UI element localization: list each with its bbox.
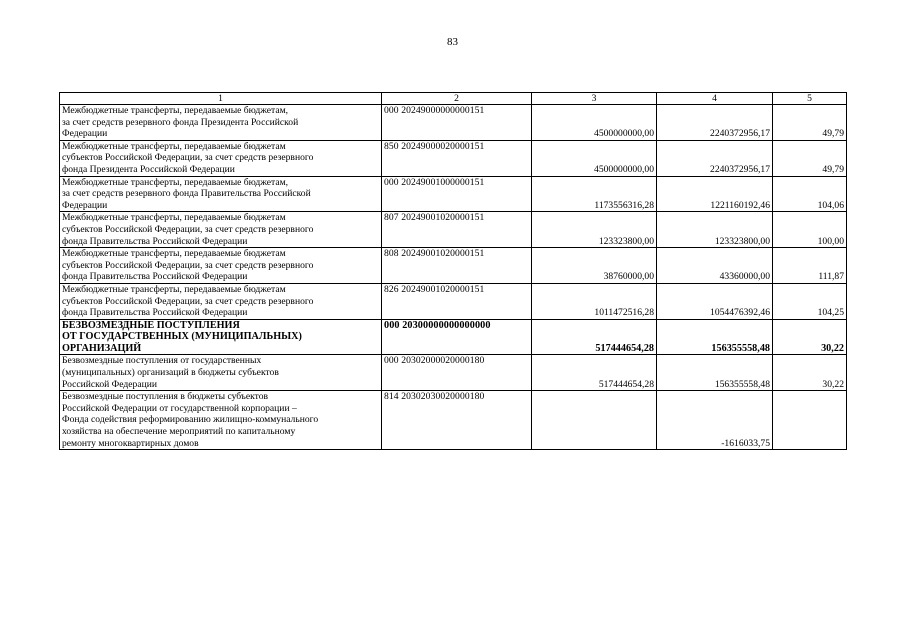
row-percent-cell: 104,25 xyxy=(773,283,847,319)
row-plan-cell xyxy=(532,391,657,450)
page-number: 83 xyxy=(447,36,458,48)
row-name-cell: Межбюджетные трансферты, передаваемые бюджетам, за счет средств резервного фонда Президента Российской Федерации xyxy=(60,105,382,141)
table-row xyxy=(60,212,847,248)
row-percent-cell: 100,00 xyxy=(773,212,847,248)
table-row xyxy=(60,248,847,284)
row-fact-cell: -1616033,75 xyxy=(657,391,773,450)
row-plan-cell: 4500000000,00 xyxy=(532,140,657,176)
row-name-cell: Безвозмездные поступления в бюджеты субъектов Российской Федерации от государственной корпорации – Фонда содействия реформированию жилищно-коммунального хозяйства на обеспечение мероприятий по капитальному ремонту многоквартирных домов xyxy=(60,391,382,450)
row-fact-cell: 1221160192,46 xyxy=(657,176,773,212)
row-plan-cell: 517444654,28 xyxy=(532,355,657,391)
row-name-cell: Безвозмездные поступления от государственных (муниципальных) организаций в бюджеты субъектов Российской Федерации xyxy=(60,355,382,391)
row-fact-cell: 1054476392,46 xyxy=(657,283,773,319)
row-code-cell: 000 20249000000000151 xyxy=(382,105,532,141)
table-row xyxy=(60,355,847,391)
budget-table xyxy=(59,92,847,450)
row-fact-cell: 2240372956,17 xyxy=(657,140,773,176)
row-code-cell: 000 20300000000000000 xyxy=(382,319,532,355)
row-percent-cell: 104,06 xyxy=(773,176,847,212)
row-plan-cell: 38760000,00 xyxy=(532,248,657,284)
row-code-cell: 850 20249000020000151 xyxy=(382,140,532,176)
column-header: 5 xyxy=(773,93,847,105)
row-percent-cell xyxy=(773,391,847,450)
row-percent-cell: 30,22 xyxy=(773,355,847,391)
row-fact-cell: 43360000,00 xyxy=(657,248,773,284)
column-header: 4 xyxy=(657,93,773,105)
table-row xyxy=(60,176,847,212)
row-plan-cell: 517444654,28 xyxy=(532,319,657,355)
row-fact-cell: 2240372956,17 xyxy=(657,105,773,141)
column-header: 1 xyxy=(60,93,382,105)
row-plan-cell: 1011472516,28 xyxy=(532,283,657,319)
table-row xyxy=(60,105,847,141)
row-plan-cell: 1173556316,28 xyxy=(532,176,657,212)
row-fact-cell: 156355558,48 xyxy=(657,355,773,391)
row-code-cell: 814 20302030020000180 xyxy=(382,391,532,450)
row-name-cell: БЕЗВОЗМЕЗДНЫЕ ПОСТУПЛЕНИЯ ОТ ГОСУДАРСТВЕННЫХ (МУНИЦИПАЛЬНЫХ) ОРГАНИЗАЦИЙ xyxy=(60,319,382,355)
row-percent-cell: 111,87 xyxy=(773,248,847,284)
row-code-cell: 826 20249001020000151 xyxy=(382,283,532,319)
row-code-cell: 000 20249001000000151 xyxy=(382,176,532,212)
column-header: 3 xyxy=(532,93,657,105)
row-name-cell: Межбюджетные трансферты, передаваемые бюджетам, за счет средств резервного фонда Правительства Российской Федерации xyxy=(60,176,382,212)
row-name-cell: Межбюджетные трансферты, передаваемые бюджетам субъектов Российской Федерации, за счет средств резервного фонда Президента Российской Федерации xyxy=(60,140,382,176)
row-code-cell: 807 20249001020000151 xyxy=(382,212,532,248)
row-plan-cell: 4500000000,00 xyxy=(532,105,657,141)
table-row xyxy=(60,319,847,355)
column-header: 2 xyxy=(382,93,532,105)
row-percent-cell: 49,79 xyxy=(773,140,847,176)
row-plan-cell: 123323800,00 xyxy=(532,212,657,248)
row-name-cell: Межбюджетные трансферты, передаваемые бюджетам субъектов Российской Федерации, за счет средств резервного фонда Правительства Российской Федерации xyxy=(60,283,382,319)
table-row xyxy=(60,283,847,319)
row-name-cell: Межбюджетные трансферты, передаваемые бюджетам субъектов Российской Федерации, за счет средств резервного фонда Правительства Российской Федерации xyxy=(60,212,382,248)
row-percent-cell: 49,79 xyxy=(773,105,847,141)
row-fact-cell: 156355558,48 xyxy=(657,319,773,355)
row-fact-cell: 123323800,00 xyxy=(657,212,773,248)
row-percent-cell: 30,22 xyxy=(773,319,847,355)
table-header-row xyxy=(60,93,847,105)
row-code-cell: 000 20302000020000180 xyxy=(382,355,532,391)
table-row xyxy=(60,140,847,176)
table-row xyxy=(60,391,847,450)
row-name-cell: Межбюджетные трансферты, передаваемые бюджетам субъектов Российской Федерации, за счет средств резервного фонда Правительства Российской Федерации xyxy=(60,248,382,284)
row-code-cell: 808 20249001020000151 xyxy=(382,248,532,284)
